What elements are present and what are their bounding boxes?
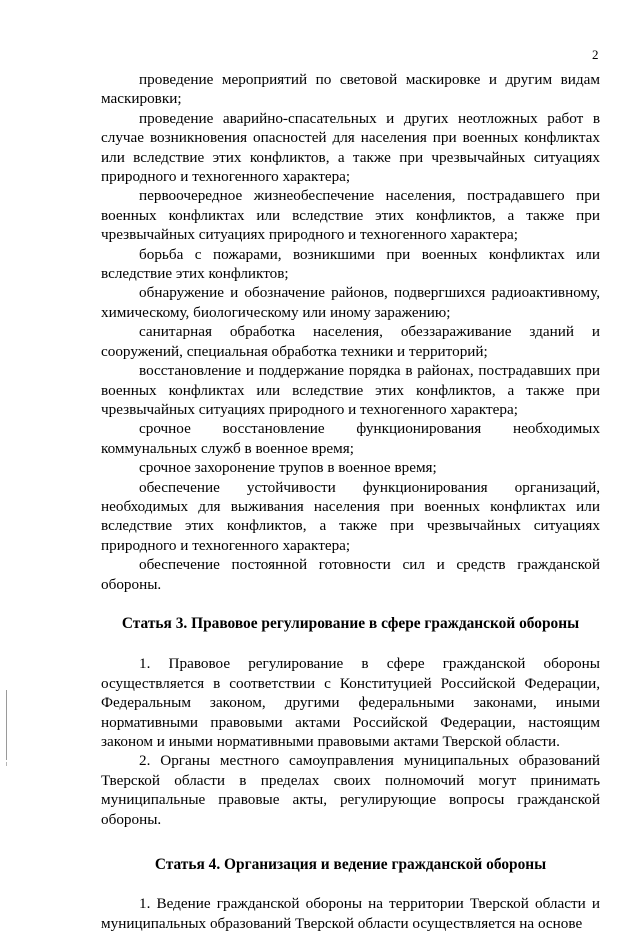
article-3-paragraph: 1. Правовое регулирование в сфере гражданской обороны осуществляется в соответствии с Конституцией Российской Федерации, Федеральным законом, другими федеральными законами, иными нормативными правовыми актами Российской Федерации, настоящим законом и иными нормативными правовыми актами Тверской области. [101, 655, 600, 750]
article-4-paragraph: 1. Ведение гражданской обороны на территории Тверской области и муниципальных образований Тверской области осуществляется на основе [101, 895, 600, 932]
list-item: проведение аварийно-спасательных и других неотложных работ в случае возникновения опасностей для населения при военных конфликтах или вследствие этих конфликтов, а также при чрезвычайных ситуациях природного и техногенного характера; [101, 109, 600, 186]
article-3-paragraph: 2. Органы местного самоуправления муниципальных образований Тверской области в пределах своих полномочий могут принимать муниципальные правовые акты, регулирующие вопросы гражданской обороны. [101, 752, 600, 828]
scan-margin-line [6, 690, 7, 760]
list-item: срочное восстановление функционирования необходимых коммунальных служб в военное время; [101, 420, 600, 457]
scan-artifact [6, 762, 7, 766]
list-item: проведение мероприятий по световой маскировке и другим видам маскировки; [101, 71, 600, 108]
article-3-heading: Статья 3. Правовое регулирование в сфере гражданской обороны [121, 614, 580, 632]
article-4-heading: Статья 4. Организация и ведение гражданской обороны [154, 856, 547, 874]
document-body [101, 70, 600, 933]
page-number: 2 [592, 47, 599, 62]
list-item: первоочередное жизнеобеспечение населения, пострадавшего при военных конфликтах или вследствие этих конфликтов, а также при чрезвычайных ситуациях природного и техногенного характера; [101, 187, 600, 244]
list-item: обеспечение устойчивости функционирования организаций, необходимых для выживания населения при военных конфликтах или вследствие этих конфликтов, а также при чрезвычайных ситуациях природного и техногенного характера; [101, 478, 600, 554]
list-item: обеспечение постоянной готовности сил и средств гражданской обороны. [101, 556, 600, 593]
list-item: срочное захоронение трупов в военное время; [139, 459, 437, 477]
list-item: борьба с пожарами, возникшими при военных конфликтах или вследствие этих конфликтов; [101, 245, 600, 283]
list-item: санитарная обработка населения, обеззараживание зданий и сооружений, специальная обработка техники и территорий; [101, 323, 600, 360]
list-item: восстановление и поддержание порядка в районах, пострадавших при военных конфликтах или вследствие этих конфликтов, а также при чрезвычайных ситуациях природного и техногенного характера; [101, 362, 600, 418]
list-item: обнаружение и обозначение районов, подвергшихся радиоактивному, химическому, биологическому или иному заражению; [101, 284, 600, 321]
